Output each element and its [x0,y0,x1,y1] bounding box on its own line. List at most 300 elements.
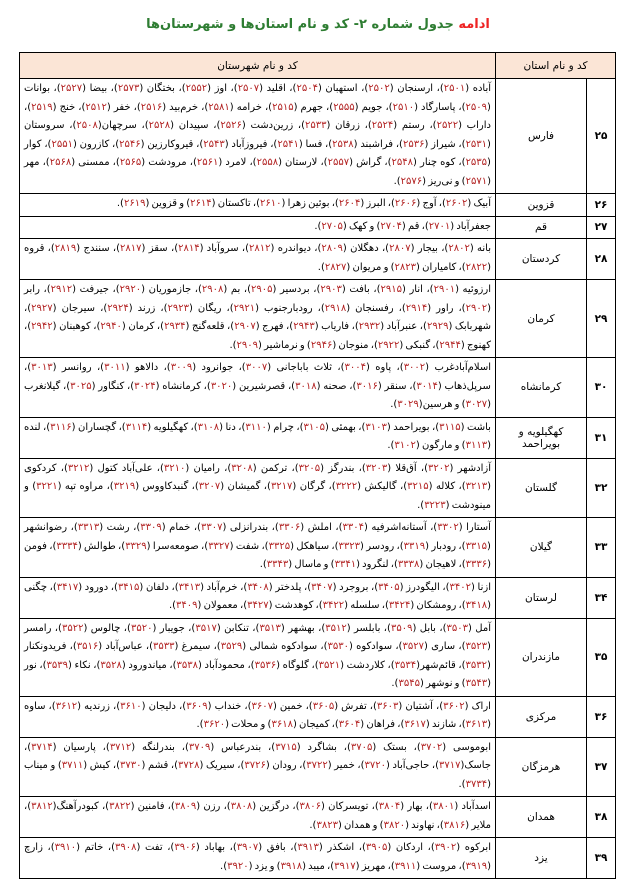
city-name: لاهیجان [425,559,457,570]
city-code: ۳۵۴۳ [465,678,488,689]
city-code: ۳۵۱۷ [195,622,217,634]
city-code: ۲۵۱۲ [85,101,107,113]
city-name: مهریز [361,860,386,872]
city-name: بهاباد [204,842,226,853]
city-code: ۳۶۰۳ [376,700,399,712]
city-code: ۳۹۲۰ [227,860,249,872]
city-code: ۳۱۱۶ [50,421,72,433]
city-code: ۳۴۱۸ [465,600,488,611]
city-name: ثلاث باباجانی [276,362,333,373]
city-name: آق‌قلا [395,462,417,474]
city-code: ۳۲۰۵ [298,462,321,474]
city-code: ۳۴۲۲ [322,600,345,611]
city-name: ارزوئیه [462,284,491,295]
table-row [20,518,616,578]
city-code: ۲۹۳۴ [164,321,186,332]
city-name: همدان [344,819,371,831]
city-name: یزد [254,860,268,872]
city-list-cell: آستارا (۳۳۰۲)، آستانه‌اشرفیه (۳۳۰۴)، املش (۳۳۰۶)، بندرانزلی (۳۳۰۷)، خمام (۳۳۰۹)، رشت (۳۳۱۳)، رضوانشهر (۳۳۱۵)، رودبار (۳۳۱۹)، رودسر (۳۳۲۳)، سیاهکل (۳۳۲۵)، شفت (۳۳۲۷)، صومعه‌سرا (۳۳۲۹)، طوالش (۳۳۳۴)، فومن (۳۳۳۶)، لاهیجان (۳۳۳۸)، لنگرود (۳۳۴۱) و ماسال (۳۳۴۳). [20,518,496,578]
city-name: روانسر [61,362,92,373]
city-name: علی‌آباد کتول [97,462,153,474]
city-code: ۳۷۳۰ [119,760,142,771]
city-name: چالوس [90,622,121,634]
city-name: دنا [225,421,236,433]
city-name: ماسال [294,559,322,570]
table-header-row [20,53,616,79]
table-body [20,79,616,879]
city-code: ۳۴۱۷ [56,581,79,593]
city-code: ۲۸۲۳ [394,261,416,273]
city-code: ۳۴۰۹ [176,600,198,611]
city-code: ۲۸۰۷ [389,243,411,254]
city-code: ۳۳۳۶ [465,559,488,570]
city-code: ۳۲۱۳ [465,481,488,492]
city-code: ۳۶۰۹ [186,700,208,712]
city-name: کوهدشت [274,600,314,611]
city-name: هرسین [422,399,453,410]
city-list-cell: ارزوئیه (۲۹۰۱)، انار (۲۹۱۵)، بافت (۲۹۰۳)، بردسیر (۲۹۰۵)، بم (۲۹۰۸)، جازموریان (۲۹۲۰)، جیرفت (۲۹۱۲)، رابر (۲۹۰۲)، راور (۲۹۱۴)، رفسنجان (۲۹۱۸)، رودبارجنوب (۲۹۲۱)، ریگان (۲۹۲۳)، زرند (۲۹۲۴)، سیرجان (۲۹۲۷)، شهربابک (۲۹۲۹)، عنبرآباد (۲۹۳۲)، فاریاب (۲۹۴۳)، فهرج (۲۹۰۷)، قلعه‌گنج (۲۹۳۴)، کرمان (۲۹۴۰)، کوهبنان (۲۹۴۲)، کهنوج (۲۹۴۴)، گنبکی (۲۹۲۲)، منوجان (۲۹۴۶) و نرماشیر (۲۹۰۹). [20,280,496,358]
city-name: خفر [113,101,131,113]
city-code: ۲۶۱۹ [123,198,146,209]
city-name: گچساران [77,421,117,433]
city-name: ابوموسی [453,741,491,753]
city-code: ۳۸۰۸ [230,801,253,812]
city-code: ۳۹۰۶ [174,842,196,853]
city-code: ۳۳۰۲ [437,522,459,533]
city-code: ۲۶۰۲ [445,198,468,209]
city-name: سیاهکل [296,540,330,552]
city-name: جوانرود [201,362,234,373]
city-name: میاندورود [128,659,167,671]
city-code: ۳۲۰۲ [428,462,450,474]
city-name: بیضا [89,83,108,94]
city-name: سیرجان [61,302,96,314]
city-code: ۲۵۱۶ [140,101,163,113]
city-name: کازرون [79,138,110,150]
city-name: سرچهان [101,120,137,131]
table-row [20,696,616,737]
city-code: ۳۴۰۲ [449,581,472,593]
province-name-cell: مازندران [495,618,586,696]
city-name: کرمانشاه [162,380,201,392]
city-name: عباس‌آباد [105,641,143,652]
city-list-cell: اراک (۳۶۰۲)، آشتیان (۳۶۰۳)، تفرش (۳۶۰۵)، خمین (۳۶۰۷)، خنداب (۳۶۰۹)، دلیجان (۳۶۱۰)، زرندیه (۳۶۱۲)، ساوه (۳۶۱۳)، شازند (۳۶۱۷)، فراهان (۳۶۰۴)، کمیجان (۳۶۱۸) و محلات (۳۶۲۰). [20,696,496,737]
city-code: ۳۸۰۱ [432,801,455,812]
city-code: ۳۹۰۸ [114,842,137,853]
city-code: ۲۵۴۸ [391,157,414,168]
city-name: فومن [24,540,47,552]
city-code: ۳۱۰۸ [197,421,220,433]
city-code: ۳۷۳۴ [465,778,488,790]
city-code: ۲۵۵۷ [327,157,350,168]
city-name: جیرفت [79,284,109,295]
city-code: ۳۷۰۹ [188,741,211,753]
city-name: بابل [419,622,436,634]
city-name: جازموریان [148,284,192,295]
city-name: رضوانشهر [24,522,68,533]
city-name: گرگان [299,481,326,492]
city-name: گنبکی [405,339,431,351]
city-name: تفرش [341,700,367,712]
city-name: خنج [59,101,76,113]
city-name: کوه چنار [420,157,456,168]
city-name: اشکذر [327,842,355,853]
header-province-col: کد و نام استان [495,53,615,79]
city-code: ۳۱۱۳ [465,440,488,451]
city-code: ۳۲۰۷ [198,481,221,492]
province-name-cell: یزد [495,838,586,879]
city-name: ساوه [24,700,46,712]
city-name: جعفرآباد [456,220,491,232]
city-code: ۲۹۴۶ [310,339,333,351]
city-code: ۲۵۱۹ [31,101,53,113]
city-code: ۲۸۲۷ [324,261,347,273]
table-row [20,216,616,239]
city-code: ۳۷۱۱ [61,760,84,771]
city-code: ۲۶۱۰ [259,198,282,209]
city-code: ۳۱۱۵ [439,421,461,433]
province-code-cell: ۳۲ [587,458,616,518]
city-name: رشت [106,522,130,533]
city-name: اقلید [266,83,286,94]
city-name: باشت [466,421,491,433]
city-list-cell: جعفرآباد (۲۷۰۱)، قم (۲۷۰۴) و کهک (۲۷۰۵). [20,216,496,239]
city-name: بختگان [146,83,175,94]
city-name: خاتم [84,842,104,853]
city-code: ۳۱۱۴ [125,421,148,433]
city-code: ۲۵۸۱ [208,101,230,113]
city-list-cell: اسدآباد (۳۸۰۱)، بهار (۳۸۰۴)، تویسرکان (۳۸۰۶)، درگزین (۳۸۰۸)، رزن (۳۸۰۹)، فامنین (۳۸۲۲)، کبودرآهنگ(۳۸۱۲)، ملایر (۳۸۱۶)، نهاوند (۳۸۲۰) و همدان (۳۸۲۳). [20,797,496,838]
city-name: کهگیلویه [153,421,189,433]
city-code: ۲۵۲۸ [148,120,171,131]
city-name: رامیان [193,462,220,474]
province-code-cell: ۳۳ [587,518,616,578]
city-code: ۳۹۱۰ [54,842,77,853]
city-code: ۲۷۰۵ [321,220,343,232]
province-name-cell: همدان [495,797,586,838]
city-name: آباده [472,83,492,94]
city-name: زرین‌دشت [250,120,294,131]
city-name: بیجار [417,243,438,254]
city-code: ۳۹۰۵ [365,842,388,853]
city-code: ۳۵۲۲ [61,622,84,634]
province-name-cell: کردستان [495,239,586,280]
city-name: سوادکوه [356,641,393,652]
city-name: سنندج [83,243,110,254]
city-list-cell: آمل (۳۵۰۳)، بابل (۳۵۰۹)، بابلسر (۳۵۱۲)، بهشهر (۳۵۱۳)، تنکابن (۳۵۱۷)، جویبار (۳۵۲۰)، چالوس (۳۵۲۲)، رامسر (۳۵۲۳)، ساری (۳۵۲۷)، سوادکوه (۳۵۳۰)، سوادکوه شمالی (۳۵۲۹)، سیمرغ (۳۵۳۳)، عباس‌آباد (۳۵۱۶)، فریدونکنار (۳۵۳۲)، قائم‌شهر(۳۵۳۴)، کلاردشت (۳۵۲۱)، گلوگاه (۳۵۳۶)، محمودآباد (۳۵۳۸)، میاندورود (۳۵۲۸)، نکاء (۳۵۳۹)، نور (۳۵۴۳) و نوشهر (۳۵۴۵). [20,618,496,696]
table-row [20,838,616,879]
city-name: نرماشیر [264,339,298,351]
city-list-cell: آزادشهر (۳۲۰۲)، آق‌قلا (۳۲۰۳)، بندرگز (۳۲۰۵)، ترکمن (۳۲۰۸)، رامیان (۳۲۱۰)، علی‌آباد کتول (۳۲۱۲)، کردکوی (۳۲۱۳)، کلاله (۳۲۱۵)، گالیکش (۳۲۲۲)، گرگان (۳۲۱۷)، گمیشان (۳۲۰۷)، گنبدکاووس (۳۲۱۹)، مراوه تپه (۳۲۲۱) و مینودشت (۳۲۲۳). [20,458,496,518]
province-name-cell: کرمانشاه [495,358,586,418]
city-name: بهشهر [288,622,315,634]
city-name: آستارا [466,522,491,533]
city-code: ۲۹۰۷ [234,321,256,332]
city-code: ۳۵۲۷ [402,641,424,652]
city-name: رودبار [431,540,457,552]
city-list-cell: ابوموسی (۳۷۰۲)، بستک (۳۷۰۵)، بشاگرد (۳۷۱۵)، بندرعباس (۳۷۰۹)، بندرلنگه (۳۷۱۲)، پارسیان (۳۷۱۴)، جاسک(۳۷۱۷)، حاجی‌آباد (۳۷۲۰)، خمیر (۳۷۲۲)، رودان (۳۷۲۶)، سیریک (۳۷۲۸)، قشم (۳۷۳۰)، کیش (۳۷۱۱) و میناب (۳۷۳۴). [20,737,496,797]
city-name: عنبرآباد [386,321,418,332]
city-name: نی‌ریز [428,175,453,187]
city-code: ۲۹۴۰ [100,321,122,332]
city-name: کنگاور [98,380,125,392]
city-name: کیش [89,760,111,771]
city-code: ۲۵۷۶ [400,175,423,187]
city-code: ۳۰۱۶ [356,380,378,392]
city-name: آستانه‌اشرفیه [371,522,427,533]
city-code: ۲۹۰۵ [251,284,273,295]
city-code: ۳۰۲۵ [70,380,92,392]
city-name: سلسله [350,600,380,611]
city-code: ۳۹۱۳ [297,842,319,853]
city-name: بندرانزلی [229,522,269,533]
city-code: ۳۵۴۵ [398,678,420,689]
city-code: ۳۳۲۹ [125,540,147,552]
city-code: ۲۷۰۴ [380,220,402,232]
city-name: جاسک [464,760,491,771]
city-code: ۲۸۰۲ [448,243,470,254]
city-code: ۲۵۱۵ [272,101,294,113]
city-code: ۲۹۲۴ [107,302,129,314]
province-code-cell: ۳۵ [587,618,616,696]
city-code: ۲۹۱۵ [380,284,402,295]
city-name: شازند [431,719,457,730]
city-code: ۲۵۰۷ [237,83,260,94]
city-name: گنبدکاووس [142,481,189,492]
city-name: املش [307,522,332,533]
city-code: ۳۴۰۸ [247,581,269,593]
city-code: ۲۵۵۲ [185,83,208,94]
province-name-cell: گیلان [495,518,586,578]
city-name: تنکابن [224,622,249,634]
city-code: ۳۲۲۱ [36,481,58,492]
city-code: ۲۵۲۶ [220,120,242,131]
city-name: رامسر [24,622,52,634]
city-code: ۲۵۳۳ [305,120,327,131]
city-name: درگزین [259,801,290,812]
province-code-cell: ۳۷ [587,737,616,797]
city-code: ۳۰۰۷ [245,362,268,373]
city-name: پاوه [375,362,392,373]
city-name: لارستان [285,157,318,168]
city-name: مروست [422,860,457,872]
city-name: کهنوج [466,339,491,351]
city-name: رستم [401,120,425,131]
city-code: ۳۳۲۷ [208,540,230,552]
table-row [20,358,616,418]
city-code: ۳۰۱۸ [295,380,317,392]
city-name: بافت [349,284,370,295]
city-code: ۲۹۱۸ [324,302,347,314]
city-code: ۳۷۱۲ [109,741,132,753]
city-list-cell: آباده (۲۵۰۱)، ارسنجان (۲۵۰۲)، استهبان (۲۵۰۴)، اقلید (۲۵۰۷)، اوز (۲۵۵۲)، بختگان (۲۵۷۳)، بیضا (۲۵۲۷)، بوانات (۲۵۰۹)، پاسارگاد (۲۵۱۰)، جویم (۲۵۵۵)، جهرم (۲۵۱۵)، خرامه (۲۵۸۱)، خرم‌بید (۲۵۱۶)، خفر (۲۵۱۲)، خنج (۲۵۱۹)، داراب (۲۵۲۲)، رستم (۲۵۲۴)، زرقان (۲۵۳۳)، زرین‌دشت (۲۵۲۶)، سپیدان (۲۵۲۸)، سرچهان(۲۵۰۸)، سروستان (۲۵۳۱)، شیراز (۲۵۳۶)، فراشبند (۲۵۳۸)، فسا (۲۵۴۱)، فیروزآباد (۲۵۴۳)، قیروکارزین (۲۵۴۶)، کازرون (۲۵۵۱)، کوار (۲۵۳۵)، کوه چنار (۲۵۴۸)، گراش (۲۵۵۷)، لارستان (۲۵۵۸)، لامرد (۲۵۶۱)، مرودشت (۲۵۶۵)، ممسنی (۲۵۶۸)، مهر (۲۵۷۱) و نی‌ریز (۲۵۷۶). [20,79,496,194]
city-name: لامرد [225,157,247,168]
city-code: ۳۸۲۰ [383,819,406,831]
city-name: نکاء [74,659,91,671]
city-name: ریگان [197,302,222,314]
city-name: کهک [349,220,368,232]
city-name: فریدونکنار [24,641,67,652]
city-name: اراک [471,700,491,712]
city-code: ۳۷۲۶ [244,760,266,771]
city-code: ۳۲۱۰ [163,462,186,474]
city-name: گمیشان [227,481,261,492]
city-code: ۲۹۴۴ [439,339,461,351]
city-code: ۲۹۲۱ [233,302,256,314]
city-code: ۳۹۱۸ [280,860,303,872]
city-name: آبیک [473,198,491,209]
city-name: خمین [279,700,303,712]
city-name: خمام [169,522,191,533]
city-name: کلاردشت [346,659,385,671]
city-code: ۲۵۵۱ [51,138,73,150]
city-code: ۳۱۰۵ [303,421,325,433]
province-code-cell: ۳۹ [587,838,616,879]
city-code: ۳۹۱۱ [394,860,417,872]
city-name: ازنا [477,581,491,593]
city-name: قزوین [151,198,178,209]
city-code: ۳۳۲۳ [338,540,360,552]
city-name: فامنین [137,801,165,812]
city-code: ۳۶۰۲ [443,700,465,712]
city-name: نهاوند [411,819,435,831]
city-code: ۳۳۳۸ [397,559,420,570]
province-name-cell: لرستان [495,577,586,618]
city-code: ۲۹۴۳ [293,321,315,332]
city-name: الیگودرز [406,581,440,593]
city-code: ۳۶۰۵ [312,700,335,712]
city-name: راور [436,302,454,314]
city-code: ۲۵۰۴ [296,83,318,94]
city-name: معمولان [203,600,238,611]
city-name: بهار [407,801,423,812]
city-code: ۳۳۰۶ [278,522,301,533]
city-name: ترکمن [260,462,288,474]
city-name: تاکستان [217,198,251,209]
city-code: ۳۹۱۹ [465,860,488,872]
city-name: فهرج [262,321,284,332]
city-name: سروستان [24,120,65,131]
city-name: چرام [273,421,294,433]
city-code: ۲۵۰۹ [465,101,488,113]
city-name: زرندیه [84,700,110,712]
city-code: ۳۷۰۵ [350,741,373,753]
city-code: ۳۵۳۶ [254,659,277,671]
city-name: بابلسر [354,622,381,634]
province-code-cell: ۲۹ [587,280,616,358]
table-row [20,737,616,797]
city-code: ۲۹۱۴ [405,302,428,314]
city-code: ۲۵۶۱ [196,157,219,168]
city-code: ۲۹۴۲ [31,321,53,332]
city-code: ۳۶۱۳ [465,719,488,730]
city-list-cell: اسلام‌آبادغرب (۳۰۰۲)، پاوه (۳۰۰۴)، ثلاث باباجانی (۳۰۰۷)، جوانرود (۳۰۰۹)، دالاهو (۳۰۱۱)، روانسر (۳۰۱۳)، سرپل‌ذهاب (۳۰۱۴)، سنقر (۳۰۱۶)، صحنه (۳۰۱۸)، قصرشیرین (۳۰۲۰)، کرمانشاه (۳۰۲۴)، کنگاور (۳۰۲۵)، گیلانغرب (۳۰۲۷) و هرسین(۳۰۲۹). [20,358,496,418]
table-row [20,194,616,217]
city-name: قیروکارزین [147,138,194,150]
city-name: گیلانغرب [24,380,61,392]
city-name: دهگلان [350,243,379,254]
city-code: ۳۵۱۶ [76,641,99,652]
city-name: دورود [84,581,109,593]
city-name: رودسر [366,540,395,552]
city-name: رومشکان [416,600,457,611]
city-name: مریوان [352,261,382,273]
city-code: ۲۸۱۹ [54,243,77,254]
city-name: کلاله [435,481,456,492]
city-code: ۲۵۲۷ [60,83,83,94]
city-code: ۲۸۱۷ [120,243,142,254]
city-name: صحنه [323,380,347,392]
city-name: زرند [137,302,156,314]
city-name: خمیر [334,760,355,771]
city-name: قم [408,220,420,232]
city-code: ۲۶۰۴ [338,198,361,209]
city-code: ۲۵۰۲ [368,83,390,94]
city-name: بوئین زهرا [287,198,330,209]
city-code: ۳۶۰۷ [251,700,273,712]
city-name: محمودآباد [204,659,245,671]
city-name: ملایر [471,819,491,831]
city-name: اردکان [395,842,424,853]
city-code: ۲۵۴۳ [203,138,225,150]
city-code: ۲۵۷۱ [465,175,488,187]
city-name: لنده [24,421,41,433]
city-name: لنگرود [362,559,389,570]
city-name: بم [230,284,241,295]
city-code: ۳۸۱۲ [31,801,53,812]
city-name: بشاگرد [307,741,337,753]
city-name: شفت [235,540,260,552]
city-name: بروجرد [339,581,369,593]
city-name: سوادکوه شمالی [249,641,318,652]
city-name: بافق [266,842,286,853]
city-code: ۲۵۵۸ [256,157,279,168]
province-code-cell: ۳۴ [587,577,616,618]
city-code: ۳۰۲۰ [210,380,233,392]
province-city-code-table [19,52,616,879]
city-code: ۳۸۰۹ [174,801,197,812]
city-code: ۳۴۱۵ [117,581,140,593]
city-code: ۳۸۱۶ [443,819,466,831]
city-name: آزادشهر [457,462,491,474]
city-name: آشتیان [405,700,433,712]
city-code: ۳۱۰۲ [394,440,416,451]
header-city-col: کد و نام شهرستان [20,53,496,79]
city-code: ۲۹۰۸ [201,284,224,295]
city-code: ۳۴۰۷ [311,581,333,593]
city-code: ۳۲۲۳ [424,499,446,511]
city-code: ۳۸۲۳ [316,819,338,831]
city-code: ۲۵۰۸ [76,120,98,131]
city-code: ۳۳۴۳ [266,559,289,570]
city-code: ۳۰۲۷ [465,399,488,410]
city-code: ۳۵۲۰ [130,622,153,634]
city-code: ۲۶۱۴ [190,198,212,209]
city-code: ۳۷۰۲ [420,741,443,753]
city-code: ۳۷۲۰ [364,760,386,771]
city-list-cell: بانه (۲۸۰۲)، بیجار (۲۸۰۷)، دهگلان (۲۸۰۹)، دیواندره (۲۸۱۲)، سروآباد (۲۸۱۴)، سقز (۲۸۱۷)، سنندج (۲۸۱۹)، قروه (۲۸۲۲)، کامیاران (۲۸۲۳) و مریوان (۲۸۲۷). [20,239,496,280]
city-code: ۳۲۰۳ [365,462,388,474]
city-code: ۲۵۴۱ [277,138,299,150]
city-code: ۳۴۰۵ [378,581,400,593]
city-code: ۳۴۱۳ [178,581,201,593]
city-name: گراش [356,157,382,168]
city-name: سیریک [206,760,235,771]
city-code: ۲۵۱۰ [392,101,415,113]
city-code: ۳۲۱۵ [407,481,429,492]
city-name: رودبارجنوب [264,302,313,314]
table-row [20,239,616,280]
